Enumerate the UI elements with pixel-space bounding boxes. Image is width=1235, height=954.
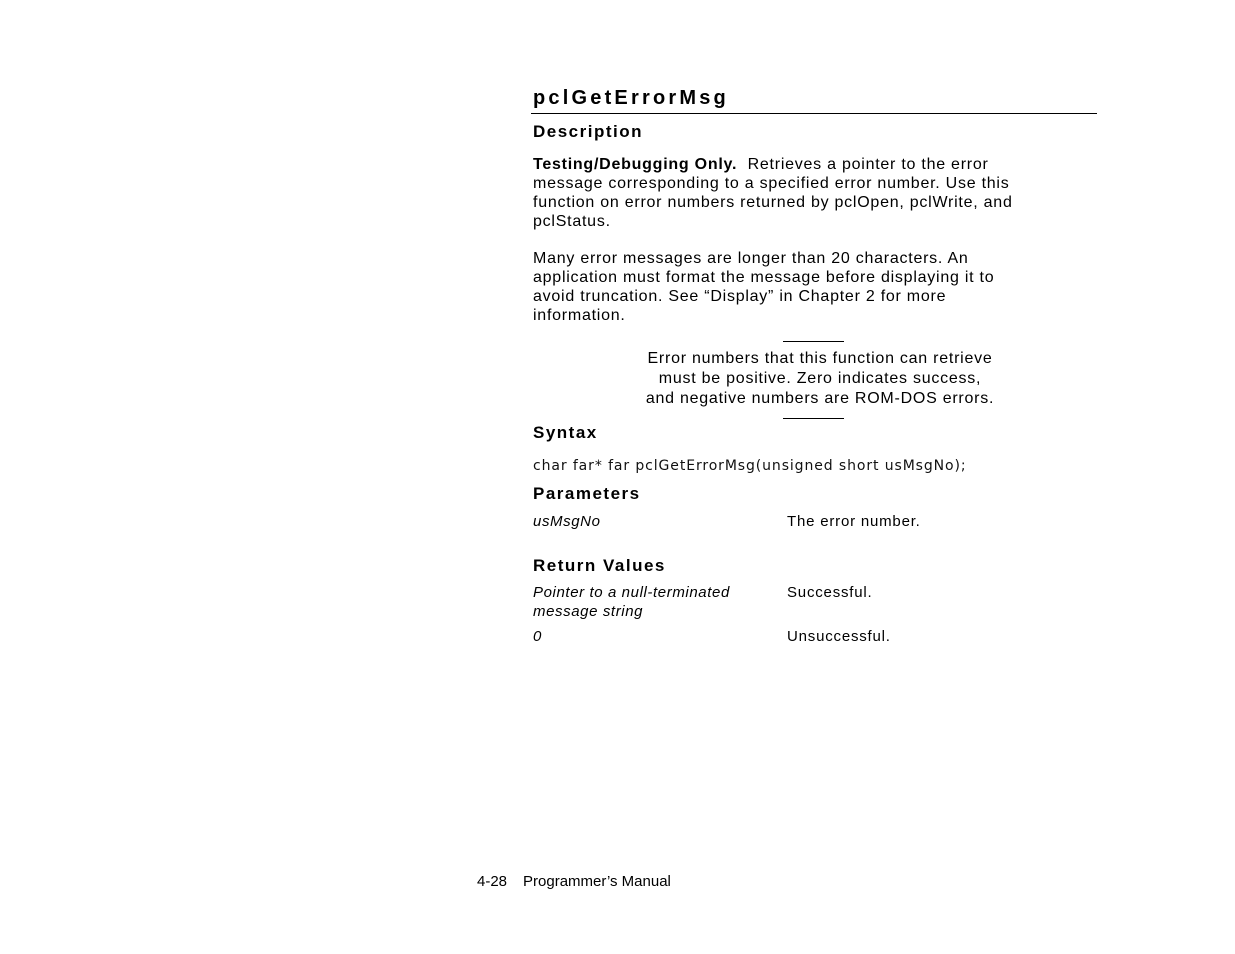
return-term-zero-value: 0 [533, 628, 542, 645]
parameter-term [533, 512, 601, 531]
return-definition-unsuccessful: Unsuccessful. [787, 628, 891, 645]
description-p1-line4: pclStatus. [533, 213, 611, 230]
note-line1: Error numbers that this function can retrieve [647, 350, 993, 367]
description-paragraph-1 [533, 155, 1013, 231]
description-p2-line4: information. [533, 307, 626, 324]
return-values-heading: Return Values [533, 556, 666, 575]
return-term-pointer-line1: Pointer to a null-terminated [533, 584, 730, 601]
return-term-zero [533, 627, 542, 646]
note-line3: and negative numbers are ROM-DOS errors. [645, 390, 995, 407]
description-heading: Description [533, 122, 644, 141]
note-rule-top [783, 341, 844, 342]
parameter-term-usmsgno: usMsgNo [533, 513, 601, 530]
description-p2-line2: application must format the message before displaying it to [533, 269, 995, 286]
note-line2: must be positive. Zero indicates success, [658, 370, 982, 387]
note-block [560, 349, 1080, 409]
parameters-heading: Parameters [533, 484, 641, 503]
return-definition-successful: Successful. [787, 584, 873, 601]
parameter-definition: The error number. [787, 513, 921, 530]
page-number: 4-28 [477, 873, 508, 890]
description-p1-line2: message corresponding to a specified error number. Use this [533, 175, 1010, 192]
note-rule-bottom [783, 418, 844, 419]
return-term-pointer [533, 583, 730, 621]
testing-debugging-lead: Testing/Debugging Only. [533, 156, 738, 173]
page-title: pclGetErrorMsg [533, 87, 729, 109]
description-p2-line1: Many error messages are longer than 20 characters. An [533, 250, 969, 267]
title-underline [531, 113, 1097, 114]
syntax-heading: Syntax [533, 423, 598, 442]
syntax-code: char far* far pclGetErrorMsg(unsigned short usMsgNo); [533, 458, 967, 474]
manual-title: Programmer’s Manual [523, 873, 671, 890]
return-term-pointer-line2: message string [533, 603, 644, 620]
description-p1-line3: function on error numbers returned by pclOpen, pclWrite, and [533, 194, 1013, 211]
description-p2-line3: avoid truncation. See “Display” in Chapter 2 for more [533, 288, 947, 305]
description-p1-line1: Retrieves a pointer to the error [747, 156, 989, 173]
description-paragraph-2 [533, 249, 994, 325]
page-footer [477, 873, 671, 891]
